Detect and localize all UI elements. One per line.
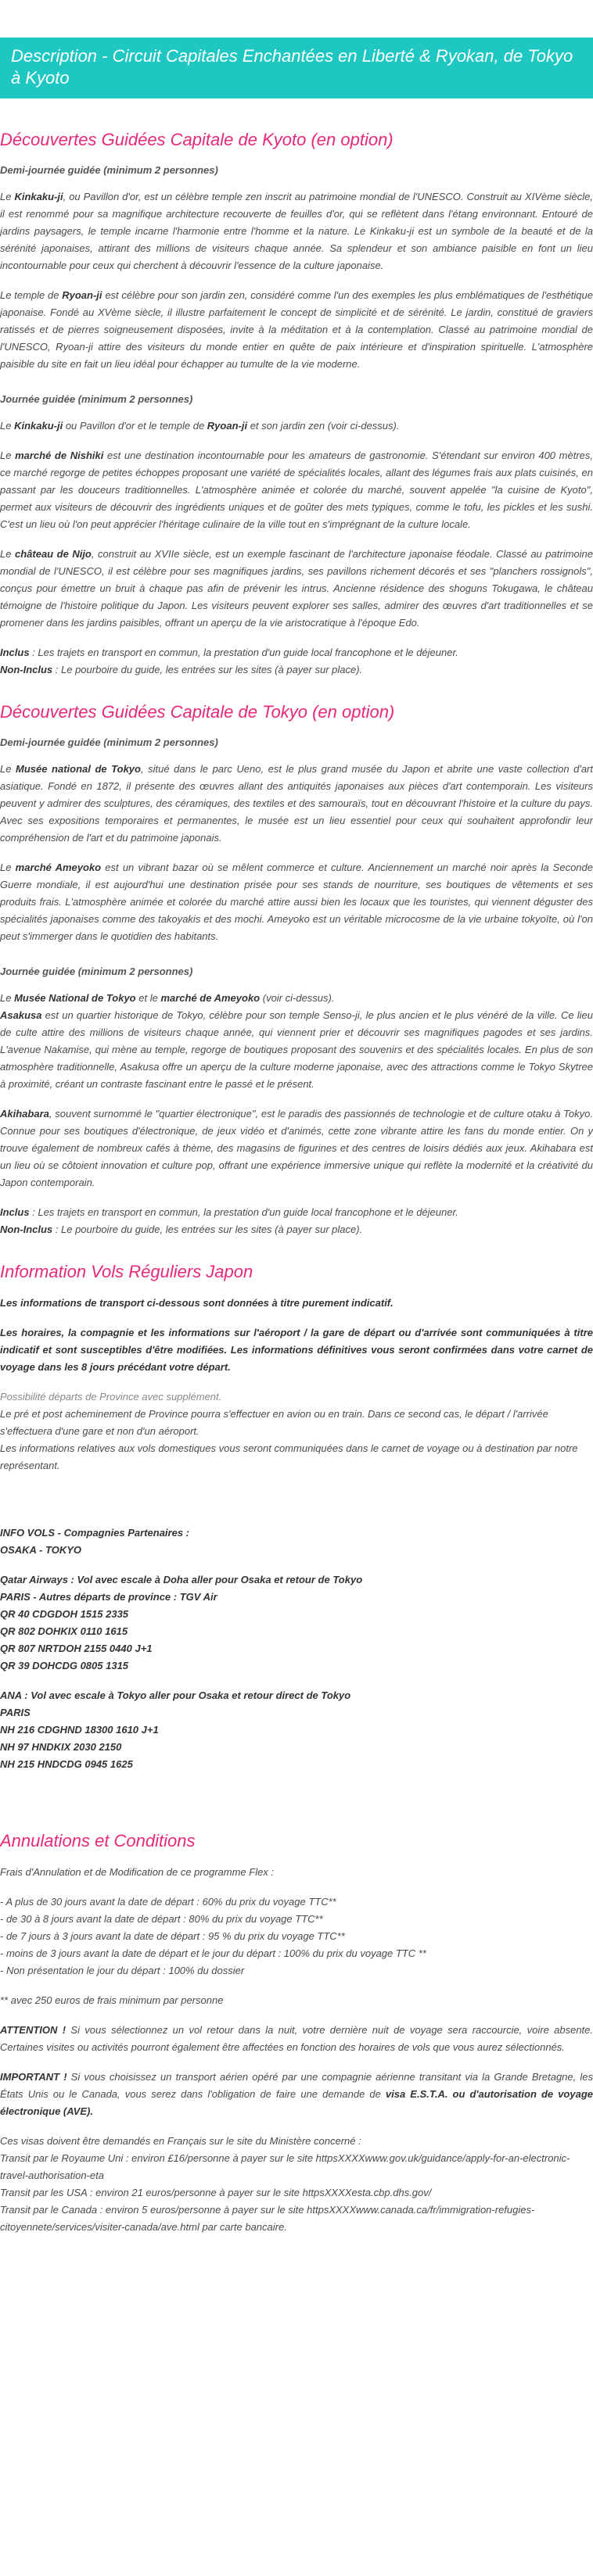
qatar-subtitle: PARIS - Autres départs de province : TGV Air bbox=[0, 1591, 217, 1603]
visa-line: Transit par le Canada : environ 5 euros/personne à payer sur le site httpsXXXXwww.canada.ca/fr/immigration-refugies-citoyennete/services/visiter-canada/ave.html par carte bancaire. bbox=[0, 2204, 535, 2233]
kyoto-inclusions: Inclus : Les trajets en transport en commun, la prestation d'un guide local francophone et le déjeuner. Non-Inclus : Le pourboire du guide, les entrées sur les sites (à payer sur place). bbox=[0, 647, 458, 675]
cancel-rules bbox=[0, 1893, 593, 1979]
tokyo-half-day-label: Demi-journée guidée (minimum 2 personnes) bbox=[0, 736, 218, 748]
flights-heading: Information Vols Réguliers Japon bbox=[0, 1262, 253, 1281]
qatar-title: Qatar Airways : Vol avec escale à Doha aller pour Osaka et retour de Tokyo bbox=[0, 1574, 363, 1585]
fees-note: ** avec 250 euros de frais minimum par personne bbox=[0, 1994, 224, 2006]
flight-line: QR 39 DOHCDG 0805 1315 bbox=[0, 1660, 129, 1671]
flights-note: Le pré et post acheminement de Province pourra s'effectuer en avion ou en train. Dans ce second cas, le départ / l'arrivée s'effectuera d'une gare et non d'un aéroport. bbox=[0, 1408, 548, 1437]
flight-line: QR 807 NRTDOH 2155 0440 J+1 bbox=[0, 1643, 153, 1654]
cancel-rule: - de 7 jours à 3 jours avant la date de départ : 95 % du prix du voyage TTC** bbox=[0, 1930, 345, 1942]
page bbox=[0, 38, 593, 2236]
cancel-rule: - A plus de 30 jours avant la date de départ : 60% du prix du voyage TTC** bbox=[0, 1896, 336, 1908]
important-paragraph: IMPORTANT ! Si vous choisissez un transport aérien opéré par une compagnie aérienne transitant via la Grande Bretagne, les États Unis ou le Canada, vous serez dans l'obligation de faire une demande de visa E.S.T.A. ou d'autorisation de voyage électronique (AVE). bbox=[0, 2071, 593, 2117]
flights-notes bbox=[0, 1388, 593, 1474]
kyoto-nijo-paragraph: Le château de Nijo, construit au XVIIe siècle, est un exemple fascinant de l'architecture japonaise féodale. Classé au patrimoine mondial de l'UNESCO, il est célèbre pour ses magnifiques jardins, ses pavillons richement décorés et ses "planchers rossignols", conçus pour émettre un bruit à chaque pas afin de prévenir les intrus. Ancienne résidence des shoguns Tokugawa, le château témoigne de l'histoire politique du Japon. Les visiteurs peuvent explorer ses salles, admirer des œuvres d'art traditionnelles et se promener dans les jardins paisibles, offrant un aperçu de la vie aristocratique à l'époque Edo. bbox=[0, 548, 593, 629]
cancel-intro: Frais d'Annulation et de Modification de ce programme Flex : bbox=[0, 1866, 275, 1878]
visa-line: Ces visas doivent être demandés en Français sur le site du Ministère concerné : bbox=[0, 2135, 361, 2147]
attention-paragraph: ATTENTION ! Si vous sélectionnez un vol retour dans la nuit, votre dernière nuit de voyage sera raccourcie, voire absente. Certaines visites ou activités pourront également être affectées en fonction des horaires de vols que vous aurez sélectionnés. bbox=[0, 2024, 593, 2053]
tokyo-inclusions: Inclus : Les trajets en transport en commun, la prestation d'un guide local francophone et le déjeuner. Non-Inclus : Le pourboire du guide, les entrées sur les sites (à payer sur place). bbox=[0, 1206, 458, 1235]
kyoto-ryoanji-paragraph: Le temple de Ryoan-ji est célèbre pour son jardin zen, considéré comme l'un des exemples les plus emblématiques de l'esthétique japonaise. Fondé au XVème siècle, il illustre parfaitement le concept de simplicité et de sérénité. Le jardin, constitué de graviers ratissés et de pierres soigneusement disposées, invite à la méditation et à la contemplation. Classé au patrimoine mondial de l'UNESCO, Ryoan-ji attire des visiteurs du monde entier en quête de paix intérieure et d'inspiration spirituelle. L'atmosphère paisible du site en fait un lieu idéal pour échapper au tumulte de la vie moderne. bbox=[0, 289, 593, 370]
tokyo-heading: Découvertes Guidées Capitale de Tokyo (en option) bbox=[0, 702, 395, 722]
ana-subtitle: PARIS bbox=[0, 1707, 31, 1718]
cancel-heading: Annulations et Conditions bbox=[0, 1831, 196, 1850]
visa-line: Transit par le Royaume Uni : environ £16/personne à payer sur le site httpsXXXXwww.gov.uk/guidance/apply-for-an-electronic-travel-authorisation-eta bbox=[0, 2152, 570, 2181]
flight-line: QR 40 CDGDOH 1515 2335 bbox=[0, 1608, 129, 1620]
flights-note: Possibilité départs de Province avec supplément. bbox=[0, 1391, 222, 1403]
flights-note: Les informations relatives aux vols domestiques vous seront communiquées dans le carnet de voyage ou à destination par notre représentant. bbox=[0, 1442, 578, 1471]
cancel-rule: - Non présentation le jour du départ : 100% du dossier bbox=[0, 1965, 245, 1976]
flight-line: QR 802 DOHKIX 0110 1615 bbox=[0, 1625, 128, 1637]
cancel-rule: - moins de 3 jours avant la date de départ et le jour du départ : 100% du prix du voyage TTC ** bbox=[0, 1947, 426, 1959]
tokyo-ameyoko-paragraph: Le marché Ameyoko est un vibrant bazar où se mêlent commerce et culture. Anciennement un marché noir après la Seconde Guerre mondiale, il est aujourd'hui une destination prisée pour ses stands de nourriture, ses boutiques de vêtements et ses produits frais. L'atmosphère animée et colorée du marché attire aussi bien les locaux que les touristes, qui viennent déguster des spécialités japonaises comme des takoyakis et des mochi. Ameyoko est un véritable microcosme de la vie urbaine tokyoïte, où l'on peut s'immerger dans le quotidien des habitants. bbox=[0, 862, 593, 942]
kyoto-full-day-intro: Le Kinkaku-ji ou Pavillon d'or et le temple de Ryoan-ji et son jardin zen (voir ci-dessus). bbox=[0, 420, 400, 432]
flight-line: NH 97 HNDKIX 2030 2150 bbox=[0, 1741, 122, 1753]
qatar-block bbox=[0, 1571, 593, 1675]
tokyo-full-day-label: Journée guidée (minimum 2 personnes) bbox=[0, 966, 193, 977]
flight-partners bbox=[0, 1524, 593, 1559]
ana-title: ANA : Vol avec escale à Tokyo aller pour Osaka et retour direct de Tokyo bbox=[0, 1689, 351, 1701]
page-title: Description - Circuit Capitales Enchantées en Liberté & Ryokan, de Tokyo à Kyoto bbox=[0, 38, 593, 99]
partners-title: INFO VOLS - Compagnies Partenaires : bbox=[0, 1527, 189, 1539]
flight-line: NH 216 CDGHND 18300 1610 J+1 bbox=[0, 1724, 159, 1736]
cancel-rule: - de 30 à 8 jours avant la date de départ : 80% du prix du voyage TTC** bbox=[0, 1913, 323, 1925]
visa-line: Transit par les USA : environ 21 euros/personne à payer sur le site httpsXXXXesta.cbp.dhs.gov/ bbox=[0, 2187, 432, 2198]
kyoto-half-day-label: Demi-journée guidée (minimum 2 personnes) bbox=[0, 164, 218, 176]
tokyo-full-day-paragraph: Le Musée National de Tokyo et le marché de Ameyoko (voir ci-dessus). Asakusa est un quartier historique de Tokyo, célèbre pour son temple Senso-ji, le plus ancien et le plus vénéré de la ville. Ce lieu de culte attire des millions de visiteurs chaque année, qui viennent prier et découvrir ses magnifiques pagodes et ses jardins. L'avenue Nakamise, qui mène au temple, regorge de boutiques proposant des souvenirs et des spécialités locales. En plus de son atmosphère traditionnelle, Asakusa offre un aperçu de la culture moderne japonaise, avec des attractions comme le Tokyo Skytree à proximité, créant un contraste fascinant entre le passé et le présent. bbox=[0, 992, 593, 1090]
flights-warning-1: Les informations de transport ci-dessous sont données à titre purement indicatif. bbox=[0, 1297, 394, 1309]
content bbox=[0, 130, 593, 2236]
tokyo-akihabara-paragraph: Akihabara, souvent surnommé le "quartier électronique", est le paradis des passionnés de technologie et de culture otaku à Tokyo. Connue pour ses boutiques d'électronique, de jeux vidéo et d'animés, cette zone vibrante attire les fans du monde entier. On y trouve également de nombreux cafés à thème, des magasins de figurines et des centres de loisirs dédiés aux jeux. Akihabara est un lieu où se côtoient innovation et culture pop, offrant une expérience immersive unique qui reflète la modernité et la créativité du Japon contemporain. bbox=[0, 1108, 593, 1188]
tokyo-museum-paragraph: Le Musée national de Tokyo, situé dans le parc Ueno, est le plus grand musée du Japon et abrite une vaste collection d'art asiatique. Fondé en 1872, il présente des œuvres allant des antiquités japonaises aux pièces d'art contemporain. Les visiteurs peuvent y admirer des sculptures, des céramiques, des textiles et des samouraïs, tout en découvrant l'histoire et la culture du pays. Avec ses expositions temporaires et permanentes, le musée est un lieu essentiel pour ceux qui souhaitent approfondir leur compréhension de l'art et du patrimoine japonais. bbox=[0, 763, 593, 844]
kyoto-nishiki-paragraph: Le marché de Nishiki est une destination incontournable pour les amateurs de gastronomie. S'étendant sur environ 400 mètres, ce marché regorge de petites échoppes proposant une variété de spécialités locales, allant des légumes frais aux plats cuisinés, en passant par les douceurs traditionnelles. L'atmosphère animée et colorée du marché, souvent appelée "la cuisine de Kyoto", permet aux visiteurs de découvrir des ingrédients uniques et de goûter des mets typiques, comme le tofu, les pickles et les sushi. C'est un lieu où l'on peut apprécier l'héritage culinaire de la ville tout en s'imprégnant de la culture locale. bbox=[0, 450, 593, 530]
flight-line: NH 215 HNDCDG 0945 1625 bbox=[0, 1758, 133, 1770]
kyoto-heading: Découvertes Guidées Capitale de Kyoto (en option) bbox=[0, 130, 394, 149]
kyoto-kinkakuji-paragraph: Le Kinkaku-ji, ou Pavillon d'or, est un célèbre temple zen inscrit au patrimoine mondial de l'UNESCO. Construit au XIVème siècle, il est renommé pour sa magnifique architecture recouverte de feuilles d'or, qui se reflètent dans l'étang environnant. Entouré de jardins paysagers, le temple incarne l'harmonie entre l'homme et la nature. Le Kinkaku-ji est un symbole de la beauté et de la sérénité japonaises, attirant des millions de visiteurs chaque année. Sa splendeur et son ambiance paisible en font un lieu incontournable pour ceux qui cherchent à découvrir l'essence de la culture japonaise. bbox=[0, 191, 593, 271]
kyoto-full-day-label: Journée guidée (minimum 2 personnes) bbox=[0, 393, 193, 405]
route: OSAKA - TOKYO bbox=[0, 1544, 82, 1556]
visa-info bbox=[0, 2133, 593, 2236]
flights-warning-2: Les horaires, la compagnie et les informations sur l'aéroport / la gare de départ ou d'arrivée sont communiquées à titre indicatif et sont susceptibles d'être modifiées. Les informations définitives vous seront confirmées dans votre carnet de voyage dans les 8 jours précédant votre départ. bbox=[0, 1327, 593, 1373]
ana-block bbox=[0, 1687, 593, 1773]
